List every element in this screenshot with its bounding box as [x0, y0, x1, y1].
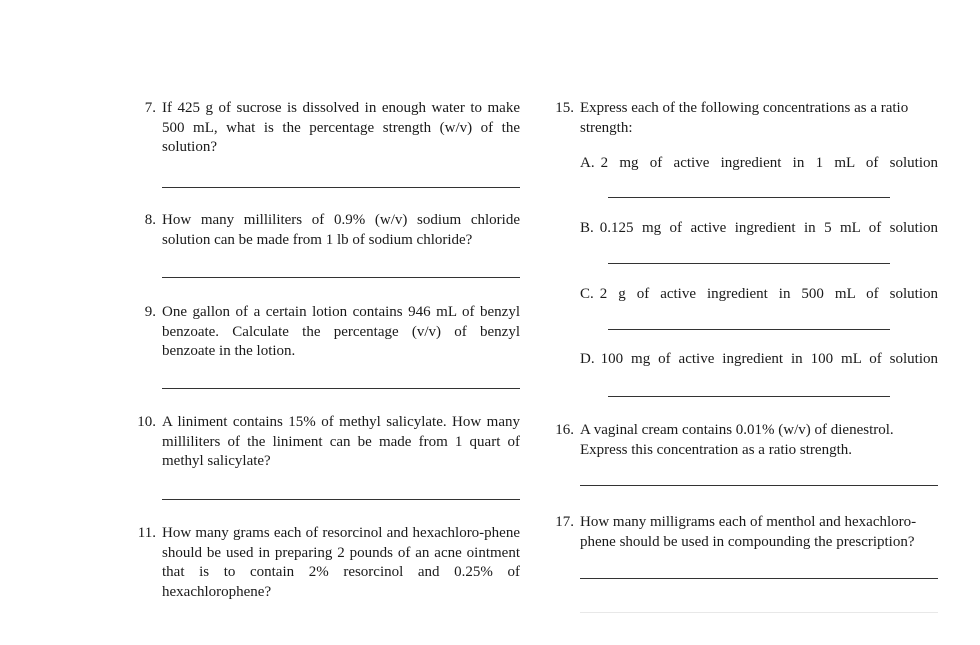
part-letter: D. [580, 351, 595, 367]
question-11 [128, 524, 520, 602]
answer-line-15d[interactable] [608, 396, 890, 397]
question-text: How many milliliters of 0.9% (w/v) sodium chloride solution can be made from 1 lb of sodium chloride? [162, 212, 520, 248]
question-text: If 425 g of sucrose is dissolved in enough water to make 500 mL, what is the percentage strength (w/v) of the solution? [162, 100, 520, 155]
question-text: A liniment contains 15% of methyl salicylate. How many milliliters of the liniment can be made from 1 quart of methyl salicylate? [162, 414, 520, 469]
question-number: 9. [144, 304, 156, 320]
question-number: 16. [555, 422, 574, 438]
question-number: 7. [144, 100, 156, 116]
answer-line-17[interactable] [580, 578, 938, 579]
page-bottom-rule [580, 612, 938, 613]
part-text: 2 mg of active ingredient in 1 mL of solution [600, 155, 938, 171]
question-number: 17. [555, 514, 574, 530]
answer-line-8[interactable] [162, 277, 520, 278]
question-15 [550, 99, 940, 138]
part-text: 2 g of active ingredient in 500 mL of solution [599, 286, 938, 302]
answer-line-15b[interactable] [608, 263, 890, 264]
question-15-part-c [580, 285, 938, 305]
answer-line-10[interactable] [162, 499, 520, 500]
question-16 [550, 421, 940, 460]
part-letter: C. [580, 286, 594, 302]
question-text: One gallon of a certain lotion contains 946 mL of benzyl benzoate. Calculate the percentage (v/v) of benzyl benzoate in the lotion. [162, 304, 520, 359]
question-number: 10. [137, 414, 156, 430]
question-text: How many milligrams each of menthol and hexachloro-phene should be used in compounding the prescription? [580, 514, 917, 550]
question-15-part-a [580, 154, 938, 174]
answer-line-7[interactable] [162, 187, 520, 188]
answer-line-16[interactable] [580, 485, 938, 486]
part-letter: A. [580, 155, 595, 171]
part-text: 0.125 mg of active ingredient in 5 mL of solution [599, 220, 938, 236]
question-text: A vaginal cream contains 0.01% (w/v) of dienestrol. Express this concentration as a ratio strength. [580, 422, 894, 458]
answer-line-15a[interactable] [608, 197, 890, 198]
question-17 [550, 513, 940, 552]
question-text: Express each of the following concentrations as a ratio strength: [580, 100, 909, 136]
question-8 [134, 211, 520, 250]
question-15-part-d [580, 350, 938, 370]
question-number: 11. [137, 525, 156, 541]
question-9 [134, 303, 520, 362]
part-text: 100 mg of active ingredient in 100 mL of solution [600, 351, 938, 367]
question-15-part-b [580, 219, 938, 239]
question-10 [128, 413, 520, 472]
question-number: 8. [144, 212, 156, 228]
question-7 [134, 99, 520, 158]
answer-line-15c[interactable] [608, 329, 890, 330]
question-text: How many grams each of resorcinol and hexachloro-phene should be used in preparing 2 pounds of an acne ointment that is to contain 2% resorcinol and 0.25% of hexachlorophene? [162, 525, 520, 600]
question-number: 15. [555, 100, 574, 116]
part-letter: B. [580, 220, 594, 236]
answer-line-9[interactable] [162, 388, 520, 389]
